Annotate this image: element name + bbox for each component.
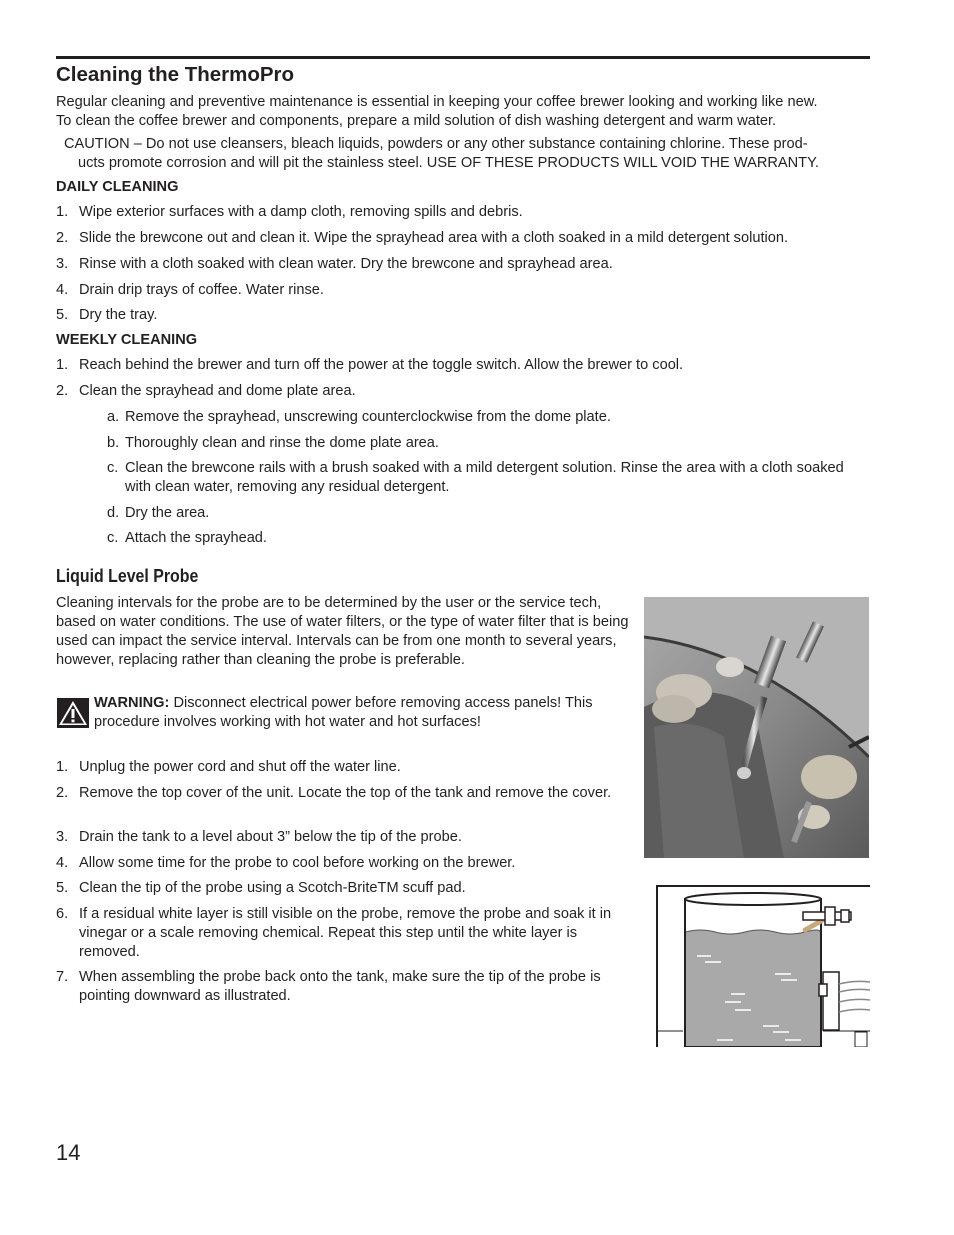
list-item: 4. Drain drip trays of coffee. Water rinse.: [56, 282, 324, 298]
caution-line-1: CAUTION – Do not use cleansers, bleach liquids, powders or any other substance containing chlorine. These prod-: [64, 136, 808, 152]
list-item: 3. Drain the tank to a level about 3” below the tip of the probe.: [56, 829, 462, 845]
daily-heading: DAILY CLEANING: [56, 179, 179, 195]
top-rule: [56, 56, 870, 59]
list-item: 2. Slide the brewcone out and clean it. Wipe the sprayhead area with a cloth soaked in a mild detergent solution.: [56, 230, 789, 246]
page-number: 14: [56, 1140, 81, 1165]
list-item: 7. When assembling the probe back onto the tank, make sure the tip of the probe is pointing downward as illustrated.: [56, 969, 601, 1004]
sub-list-item: b. Thoroughly clean and rinse the dome plate area.: [107, 435, 439, 451]
sub-list-item: d. Dry the area.: [107, 505, 210, 521]
list-item: 5. Dry the tray.: [56, 307, 158, 323]
list-item: 1. Unplug the power cord and shut off the water line.: [56, 759, 401, 775]
probe-cleaning-photo: [644, 597, 869, 858]
weekly-heading: WEEKLY CLEANING: [56, 332, 198, 348]
intro-line-2: To clean the coffee brewer and components, prepare a mild solution of dish washing detergent and warm water.: [56, 113, 777, 129]
list-item: 1. Wipe exterior surfaces with a damp cloth, removing spills and debris.: [56, 204, 523, 220]
list-item: 3. Rinse with a cloth soaked with clean water. Dry the brewcone and sprayhead area.: [56, 256, 613, 272]
intro-line-1: Regular cleaning and preventive maintenance is essential in keeping your coffee brewer looking and working like new.: [56, 94, 818, 110]
list-item: 4. Allow some time for the probe to cool before working on the brewer.: [56, 855, 516, 871]
sub-list-item: c. Clean the brewcone rails with a brush soaked with a mild detergent solution. Rinse the area with a cloth soaked with clean water, removing any residual detergent.: [107, 460, 844, 495]
list-item: 1. Reach behind the brewer and turn off the power at the toggle switch. Allow the brewer to cool.: [56, 357, 684, 373]
list-item: 5. Clean the tip of the probe using a Scotch-BriteTM scuff pad.: [56, 880, 466, 896]
list-item: 6. If a residual white layer is still visible on the probe, remove the probe and soak it in vinegar or a scale removing chemical. Repeat this step until the white layer is removed.: [56, 906, 612, 960]
sub-list-item: a. Remove the sprayhead, unscrewing counterclockwise from the dome plate.: [107, 409, 611, 425]
list-item: 2. Clean the sprayhead and dome plate area.: [56, 383, 356, 399]
tank-probe-diagram: [655, 884, 870, 1047]
list-item: 2. Remove the top cover of the unit. Locate the top of the tank and remove the cover.: [56, 785, 612, 801]
page-title: Cleaning the ThermoPro: [56, 63, 295, 86]
warning-text: WARNING: Disconnect electrical power before removing access panels! This procedure involves working with hot water and hot surfaces!: [94, 695, 593, 730]
sub-list-item: c. Attach the sprayhead.: [107, 530, 267, 546]
warning-icon: [57, 698, 89, 728]
caution-line-2: ucts promote corrosion and will pit the stainless steel. USE OF THESE PRODUCTS WILL VOID THE WARRANTY.: [78, 155, 819, 171]
probe-heading: Liquid Level Probe: [56, 565, 199, 586]
probe-intro: Cleaning intervals for the probe are to be determined by the user or the service tech, based on water conditions. The use of water filters, or the type of water filter that is being used can impact the service interval. Intervals can be from one month to several years, however, replacing rather than cleaning the probe is preferable.: [56, 595, 629, 668]
